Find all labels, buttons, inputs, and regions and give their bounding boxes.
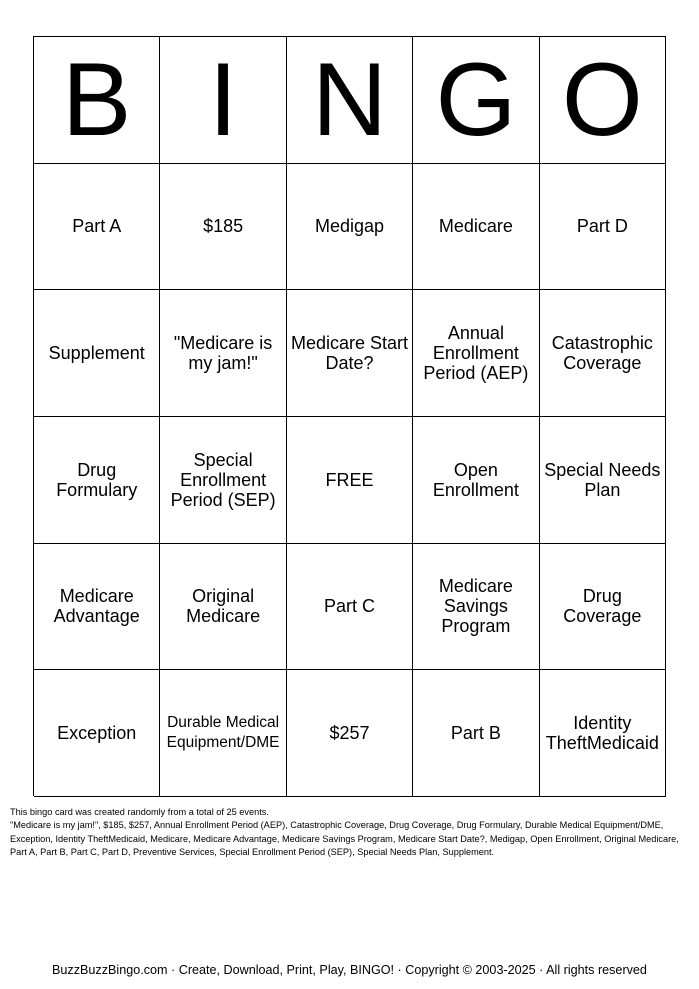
bingo-cell: Part D xyxy=(540,164,666,291)
bingo-cell: Part A xyxy=(34,164,160,291)
bingo-cell: Medicare xyxy=(413,164,539,291)
bingo-cell: Exception xyxy=(34,670,160,797)
bingo-card xyxy=(33,36,666,796)
bingo-cell: Drug Formulary xyxy=(34,417,160,544)
site-credit-line: BuzzBuzzBingo.com · Create, Download, Print, Play, BINGO! · Copyright © 2003-2025 · All rights reserved xyxy=(52,963,647,977)
card-events-text: "Medicare is my jam!", $185, $257, Annual Enrollment Period (AEP), Catastrophic Coverage, Drug Coverage, Drug Formulary, Durable Medical Equipment/DME, Exception, Identity TheftMedicaid, Medicare, Medicare Advantage, Medicare Savings Program, Medicare Start Date?, Medigap, Open Enrollment, Original Medicare, Part A, Part B, Part C, Part D, Preventive Services, Special Enrollment Period (SEP), Special Needs Plan, Supplement. xyxy=(10,820,679,858)
bingo-cell: Part C xyxy=(287,544,413,671)
header-letter-g: G xyxy=(413,37,539,164)
bingo-cell: Supplement xyxy=(34,290,160,417)
bingo-row-3 xyxy=(34,417,666,544)
bingo-row-2 xyxy=(34,290,666,417)
bingo-header-row xyxy=(34,37,666,164)
bingo-row-5 xyxy=(34,670,666,797)
header-letter-b: B xyxy=(34,37,160,164)
bingo-cell: Medicare Savings Program xyxy=(413,544,539,671)
bingo-cell: "Medicare is my jam!" xyxy=(160,290,286,417)
bingo-cell: Identity TheftMedicaid xyxy=(540,670,666,797)
bingo-cell: Part B xyxy=(413,670,539,797)
header-letter-o: O xyxy=(540,37,666,164)
bingo-cell: Annual Enrollment Period (AEP) xyxy=(413,290,539,417)
bingo-cell: Medicare Advantage xyxy=(34,544,160,671)
header-letter-i: I xyxy=(160,37,286,164)
bingo-cell: Medigap xyxy=(287,164,413,291)
bingo-cell: Original Medicare xyxy=(160,544,286,671)
bingo-cell: Special Needs Plan xyxy=(540,417,666,544)
bingo-row-1 xyxy=(34,164,666,291)
bingo-cell: Special Enrollment Period (SEP) xyxy=(160,417,286,544)
bingo-cell: Durable Medical Equipment/DME xyxy=(160,670,286,797)
bingo-cell: Medicare Start Date? xyxy=(287,290,413,417)
bingo-cell: $257 xyxy=(287,670,413,797)
bingo-cell: Catastrophic Coverage xyxy=(540,290,666,417)
bingo-row-4 xyxy=(34,544,666,671)
card-intro-text: This bingo card was created randomly from a total of 25 events. xyxy=(10,807,269,817)
header-letter-n: N xyxy=(287,37,413,164)
bingo-cell: $185 xyxy=(160,164,286,291)
card-event-list xyxy=(10,806,690,860)
bingo-cell: Open Enrollment xyxy=(413,417,539,544)
bingo-cell: Drug Coverage xyxy=(540,544,666,671)
free-space-cell: FREE xyxy=(287,417,413,544)
